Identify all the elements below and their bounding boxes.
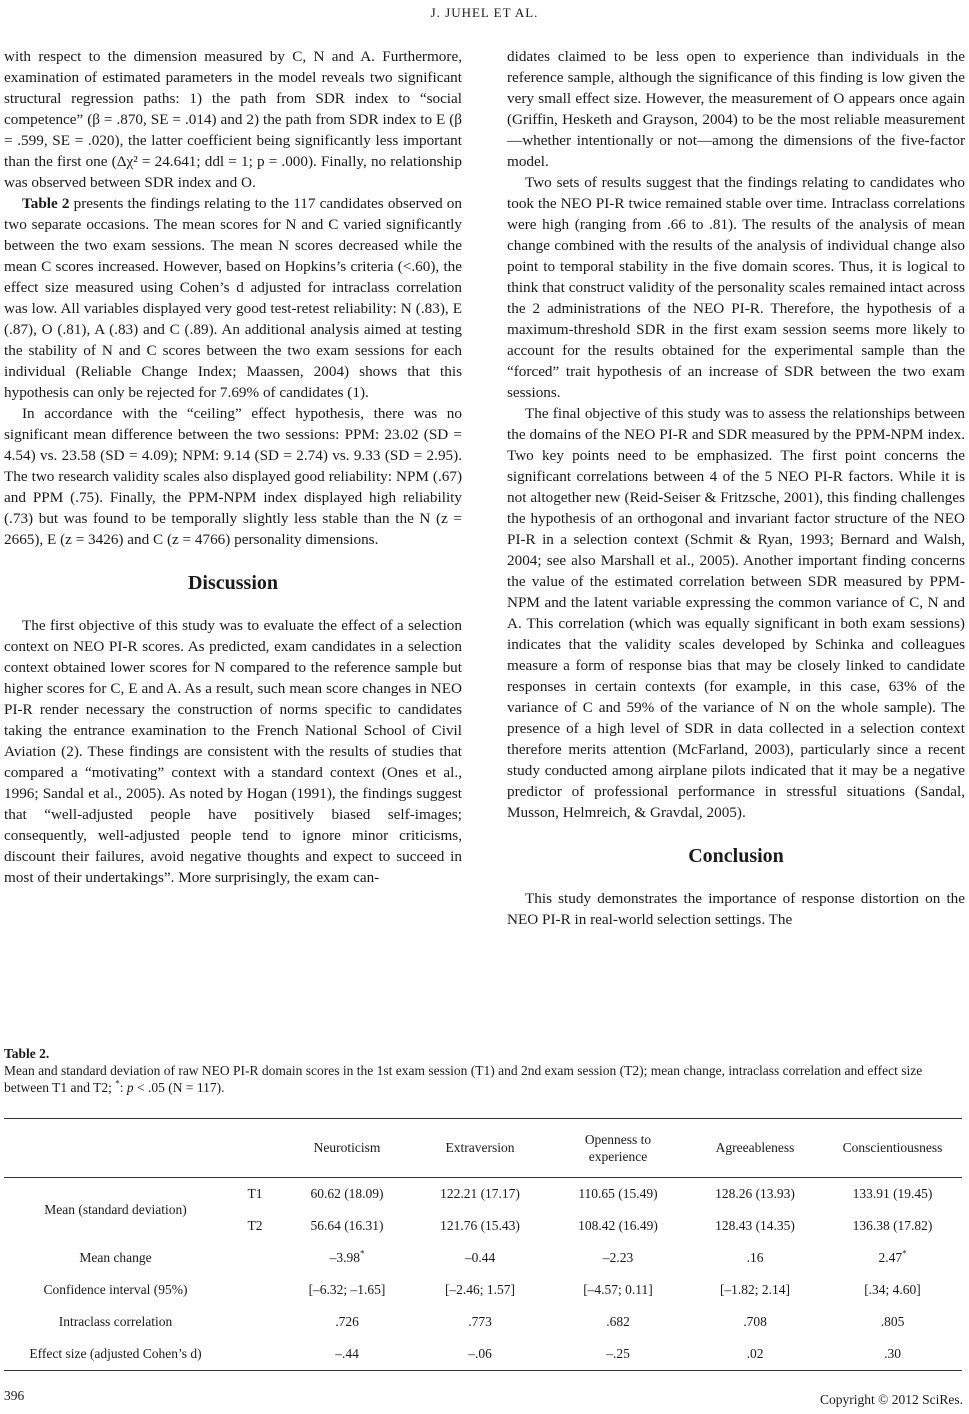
paragraph: The first objective of this study was to evaluate the effect of a selection context on NEO PI-R scores. As predicted, exam candidates in a selection context obtained lower scores for N compared to the reference sample but higher scores for C, E and A. As a result, such mean score changes in NEO PI-R render necessary the construction of norms specific to candidates taking the entrance examination to the French National School of Civil Aviation (2). These findings are consistent with the results of studies that compared a “motivating” context with a standard context (Ones et al., 1996; Sandal et al., 2005). As noted by Hogan (1991), the findings suggest that “well-adjusted people have positively biased self-images; consequently, well-adjusted people tend to ignore minor criticisms, discount their failures, avoid negative thoughts and expect to succeed in most of their undertakings”. More surprisingly, the exam can- (4, 617, 462, 886)
table-header-row (4, 1119, 962, 1178)
paragraph: This study demonstrates the importance of response distortion on the NEO PI-R in real-world selection settings. The (507, 890, 965, 928)
row-label: Intraclass correlation (58, 1314, 173, 1329)
table-block (4, 1045, 964, 1371)
caption-text: < .05 (N = 117). (133, 1080, 225, 1095)
left-column (4, 46, 462, 888)
table-row (4, 1306, 962, 1338)
table-cell (227, 1274, 283, 1306)
table-row (4, 1274, 962, 1306)
table-cell: [–2.46; 1.57] (444, 1282, 516, 1297)
cell-value: .16 (746, 1250, 764, 1265)
table-row (4, 1338, 962, 1371)
table-cell: 128.43 (14.35) (715, 1218, 795, 1233)
table-header-cell: Neuroticism (283, 1119, 411, 1178)
row-label: Effect size (adjusted Cohen’s d) (4, 1338, 227, 1371)
session-label: T2 (247, 1218, 263, 1233)
row-label: Mean (standard deviation) (44, 1202, 187, 1217)
table-cell: .02 (687, 1338, 823, 1371)
paragraph: The final objective of this study was to assess the relationships between the domains of the NEO PI-R and SDR measured by the PPM-NPM index. Two key points need to be emphasized. The first point concerns the significant correlations between 4 of the 5 NEO PI-R factors. While it is not altogether new (Reid-Seiser & Fritzsche, 2001), this finding challenges the hypothesis of an orthogonal and invariant factor structure of the NEO PI-R in a selection context (Schmit & Ryan, 1993; Bernard and Walsh, 2004; see also Marshall et al., 2005). Another important finding concerns the value of the estimated correlation between SDR measured by PPM-NPM and the latent variable expressing the common variance of C, N and A. This correlation (which was equally significant in both exam sessions) indicates that the validity scales developed by Schinka and colleagues measure a form of response bias that may be closely linked to candidate responses in certain contexts (for example, in this case, 63% of the variance of C and 59% of the variance of N on the whole sample). The presence of a high level of SDR in data collected in a selection context therefore merits attention (McFarland, 2003), particularly since a recent study conducted among airplane pilots indicated that it may be a negative predictor of professional performance in stressful situations (Sandal, Musson, Helmreich, & Gravdal, 2005). (507, 405, 965, 821)
table-cell: 133.91 (19.45) (852, 1186, 933, 1201)
table-cell (549, 1242, 687, 1274)
page-number: 396 (4, 1388, 25, 1403)
table-caption (4, 1062, 964, 1096)
table-cell: 108.42 (16.49) (578, 1218, 658, 1233)
copyright-notice: Copyright © 2012 SciRes. (819, 1392, 963, 1407)
table-cell: 110.65 (15.49) (578, 1186, 658, 1201)
table-cell: 122.21 (17.17) (440, 1186, 520, 1201)
table-cell: 128.26 (13.93) (715, 1186, 795, 1201)
table-cell: –.44 (283, 1338, 411, 1371)
caption-text: : (119, 1080, 127, 1095)
table-reference: Table 2 (22, 195, 70, 212)
table-cell: 56.64 (16.31) (310, 1218, 384, 1233)
table-cell (227, 1306, 283, 1338)
table-cell: [–1.82; 2.14] (719, 1282, 791, 1297)
significance-star: * (902, 1248, 907, 1259)
section-heading-discussion: Discussion (187, 572, 279, 594)
table-row (4, 1242, 962, 1274)
table-cell: 121.76 (15.43) (440, 1218, 520, 1233)
table-cell: [–6.32; –1.65] (308, 1282, 386, 1297)
table-cell: [.34; 4.60] (864, 1282, 921, 1297)
table-cell (411, 1242, 549, 1274)
row-label: Mean change (79, 1250, 152, 1265)
caption-p: p (126, 1080, 134, 1095)
table-cell (283, 1242, 411, 1274)
table-header-cell (4, 1119, 227, 1178)
paragraph: with respect to the dimension measured by C, N and A. Furthermore, examination of estimated parameters in the model reveals two significant structural regression paths: 1) the path from SDR index to “social competence” (β = .870, SE = .014) and 2) the path from SDR index to E (β = .599, SE = .020), the latter coefficient being significantly less important than the first one (Δχ² = 24.641; ddl = 1; p = .000). Finally, no relationship was observed between SDR index and O. (4, 48, 462, 191)
table-cell: .708 (743, 1314, 767, 1329)
row-label: Confidence interval (95%) (43, 1282, 188, 1297)
table-cell: .773 (468, 1314, 492, 1329)
table-cell: .726 (335, 1314, 359, 1329)
table-cell (823, 1242, 962, 1274)
session-label: T1 (247, 1186, 263, 1201)
cell-value: –3.98 (329, 1250, 360, 1265)
table-cell (227, 1242, 283, 1274)
results-table (4, 1118, 962, 1371)
header-openness: Openness to experience (584, 1132, 652, 1164)
table-cell: .805 (880, 1314, 905, 1329)
paragraph: Two sets of results suggest that the findings relating to candidates who took the NEO PI-R twice remained stable over time. Intraclass correlations were high (ranging from .66 to .81). The results of the analysis of mean change combined with the results of the analysis of individual change also point to temporal stability in the five domain scores. Thus, it is logical to think that construct validity of the personality scales remained intact across the 2 administrations of the NEO PI-R. Therefore, the hypothesis of a maximum-threshold SDR in the first exam session seems more likely to account for the results obtained for the experimental sample than the “forced” trait hypothesis of an increase of SDR between the two exam sessions. (507, 174, 965, 401)
paragraph: didates claimed to be less open to experience than individuals in the reference sample, although the significance of this finding is low given the very small effect size. However, the measurement of O appears once again (Griffin, Hesketh and Grayson, 2004) to be the most reliable measurement—whether intentionally or not—among the dimensions of the five-factor model. (507, 48, 965, 170)
table-row (4, 1178, 962, 1211)
right-column (507, 46, 965, 930)
table-header-cell: Extraversion (411, 1119, 549, 1178)
table-cell (687, 1242, 823, 1274)
cell-value: 2.47 (878, 1250, 903, 1265)
table-cell: 136.38 (17.82) (852, 1218, 933, 1233)
running-head: J. JUHEL ET AL. (430, 5, 539, 20)
table-header-cell (227, 1119, 283, 1178)
caption-text: Mean and standard deviation of raw NEO PI-R domain scores in the 1st exam session (T1) and 2nd exam session (T2); mean change, intraclass correlation and effect size between T1 and T2; (4, 1063, 923, 1095)
table-cell: .682 (606, 1314, 630, 1329)
table-cell: .30 (823, 1338, 962, 1371)
table-cell: –.25 (549, 1338, 687, 1371)
paragraph: In accordance with the “ceiling” effect hypothesis, there was no significant mean difference between the two sessions: PPM: 23.02 (SD = 4.54) vs. 23.58 (SD = 4.09); NPM: 9.14 (SD = 2.74) vs. 9.33 (SD = 2.95). The two research validity scales also displayed good reliability: NPM (.67) and PPM (.75). Finally, the PPM-NPM index displayed high reliability (.73) but was found to be temporally slightly less stable than the N (z = 2665), E (z = 3426) and C (z = 4766) personality dimensions. (4, 405, 462, 548)
cell-value: –0.44 (464, 1250, 496, 1265)
caption-star: * (115, 1078, 120, 1089)
table-cell: [–4.57; 0.11] (583, 1282, 653, 1297)
significance-star: * (359, 1248, 365, 1259)
table-cell: –.06 (411, 1338, 549, 1371)
table-cell (227, 1338, 283, 1371)
table-label: Table 2. (4, 1046, 50, 1061)
table-header-cell: Agreeableness (687, 1119, 823, 1178)
section-heading-conclusion: Conclusion (688, 845, 784, 867)
table-cell: 60.62 (18.09) (310, 1186, 384, 1201)
table-header-cell: Conscientiousness (823, 1119, 962, 1178)
paragraph-text: presents the findings relating to the 117 candidates observed on two separate occasions. The mean scores for N and C varied significantly between the two exam sessions. The mean N scores decreased while the mean C scores increased. However, based on Hopkins’s criteria (<.60), the effect size measured using Cohen’s d adjusted for intraclass correlation was low. All variables displayed very good test-retest reliability: N (.83), E (.87), O (.81), A (.83) and C (.89). An additional analysis aimed at testing the stability of N and C scores between the two exam sessions for each individual (Reliable Change Index; Maassen, 2004) shows that this hypothesis can only be rejected for 7.69% of candidates (1). (4, 195, 462, 401)
table-header-cell (549, 1119, 687, 1178)
paragraph (4, 193, 462, 403)
cell-value: –2.23 (602, 1250, 634, 1265)
